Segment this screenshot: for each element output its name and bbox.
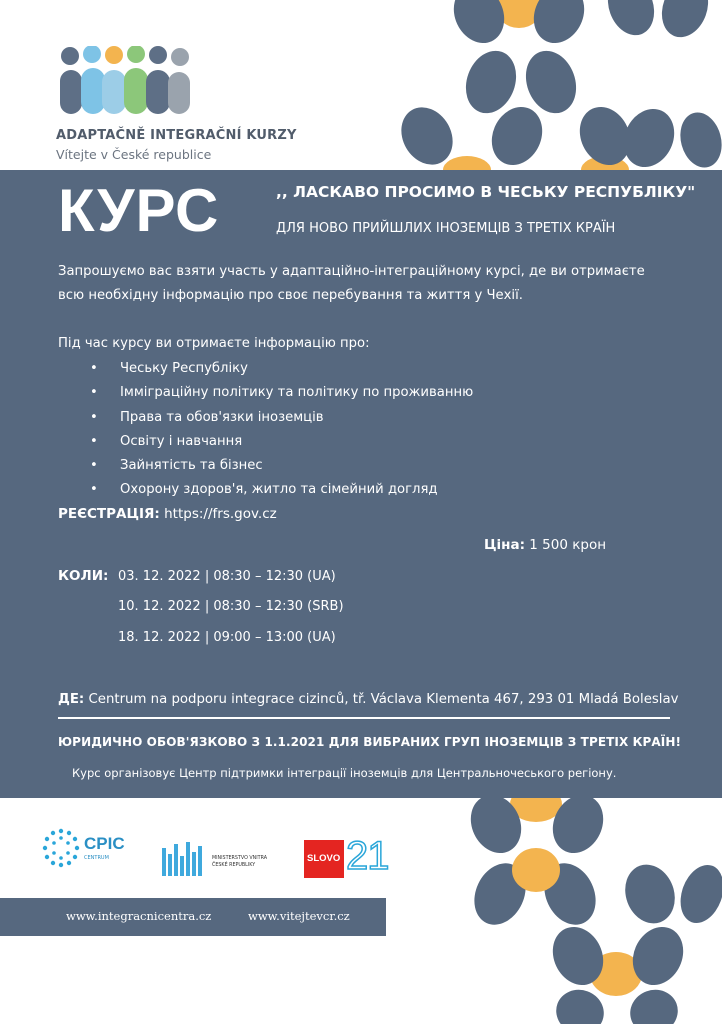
organizer-note: Курс організовує Центр підтримки інтеграції іноземців для Центральночеського регіону. [72, 766, 617, 780]
registration-line [58, 506, 277, 522]
cpic-sub: CENTRUM [84, 855, 109, 861]
cpic-dots-icon [42, 828, 80, 868]
course-subheadline: ДЛЯ НОВО ПРИЙШЛИХ ІНОЗЕМЦІВ З ТРЕТІХ КРАЇН [276, 221, 616, 236]
bullet-icon: • [90, 385, 98, 401]
slovo-number: 21 [346, 834, 389, 878]
list-item: • Охорону здоров'я, житло та сімейний догляд [90, 478, 473, 502]
course-title: КУРС [58, 177, 220, 244]
list-item: • Права та обов'язки іноземців [90, 406, 473, 430]
price-label: Ціна: [484, 537, 525, 553]
brand-name: ADAPTAČNĚ INTEGRAČNÍ KURZY [56, 128, 297, 143]
registration-link[interactable]: https://frs.gov.cz [164, 506, 277, 522]
list-item: • Чеську Республіку [90, 357, 473, 381]
date-3: 18. 12. 2022 | 09:00 – 13:00 (UA) [118, 630, 336, 645]
course-headline: ,, ЛАСКАВО ПРОСИМО В ЧЕСЬКУ РЕСПУБЛІКУ" [276, 183, 696, 201]
course-intro: Запрошуємо вас взяти участь у адаптаційно-інтеграційному курсі, де ви отримаєте всю необхідну інформацію про своє перебування та життя у Чехії. [58, 264, 645, 303]
registration-label: РЕЄСТРАЦІЯ: [58, 506, 160, 522]
mandatory-notice: ЮРИДИЧНО ОБОВ'ЯЗКОВО З 1.1.2021 ДЛЯ ВИБРАНИХ ГРУП ІНОЗЕМЦІВ З ТРЕТІХ КРАЇН! [58, 735, 682, 749]
list-item: • Імміграційну політику та політику по проживанню [90, 381, 473, 405]
bullet-icon: • [90, 458, 98, 474]
ministry-bars-icon [162, 840, 206, 878]
slovo-label: SLOVO [307, 853, 341, 864]
topics-list [90, 357, 473, 503]
topics-intro: Під час курсу ви отримаєте інформацію про: [58, 336, 370, 351]
location-label: ДЕ: [58, 692, 85, 707]
location-address: Centrum na podporu integrace cizinců, tř. Václava Klementa 467, 293 01 Mladá Boleslav [88, 692, 679, 707]
flower-decoration-top [395, 0, 722, 170]
logo-heads [61, 46, 189, 66]
bullet-icon: • [90, 361, 98, 376]
flower-decoration-bottom [440, 798, 722, 1024]
list-item: • Освіту і навчання [90, 430, 473, 454]
cpic-name: CPIC [84, 834, 125, 853]
footer-link-integracnicentra[interactable]: www.integracnicentra.cz [66, 909, 212, 923]
cpic-logo [42, 828, 132, 872]
location-line [58, 692, 679, 707]
list-item: • Зайнятість та бізнес [90, 454, 473, 478]
divider [58, 717, 670, 719]
bullet-icon: • [90, 409, 98, 425]
date-2: 10. 12. 2022 | 08:30 – 12:30 (SRB) [118, 599, 344, 614]
price-value: 1 500 крон [529, 537, 607, 553]
bullet-icon: • [90, 433, 98, 449]
ministry-name-2: ČESKÉ REPUBLIKY [212, 863, 256, 868]
bullet-icon: • [90, 482, 98, 498]
ministry-logo [162, 840, 308, 880]
when-label: КОЛИ: [58, 568, 109, 584]
footer-link-vitejtevcr[interactable]: www.vitejtevcr.cz [248, 909, 350, 923]
price-line [484, 537, 606, 553]
slovo21-logo [304, 834, 389, 878]
logo-bodies [60, 68, 190, 114]
date-1: 03. 12. 2022 | 08:30 – 12:30 (UA) [118, 569, 336, 584]
brand-subtitle: Vítejte v České republice [56, 147, 212, 162]
brand-logo-figures [56, 46, 196, 118]
ministry-name-1: MINISTERSTVO VNITRA [212, 856, 268, 861]
